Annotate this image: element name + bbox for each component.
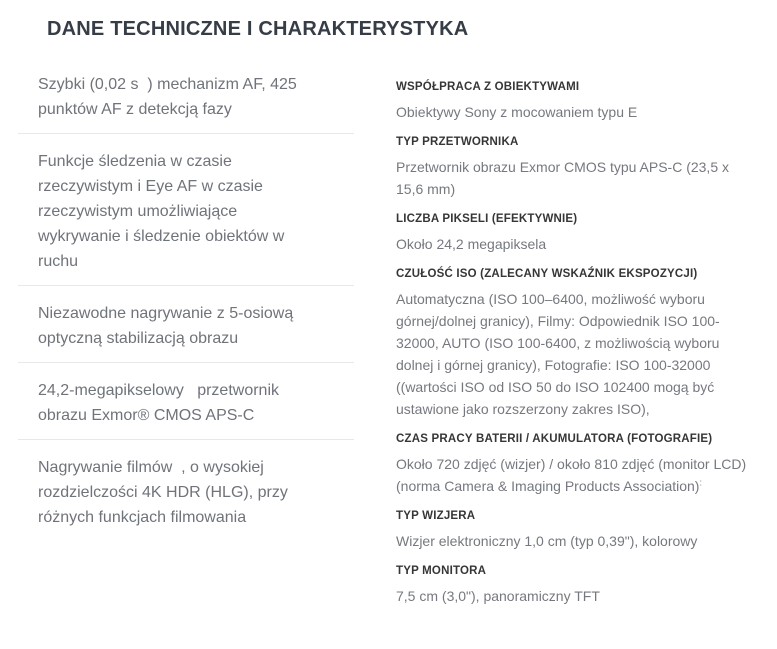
spec-value: Automatyczna (ISO 100–6400, możliwość wyboru górnej/dolnej granicy), Filmy: Odpowiednik ISO 100-32000, AUTO (ISO 100-6400, z możliwością wyboru dolnej i górnej granicy), Fotografie: ISO 100-32000 ((wartości ISO od ISO 50 do ISO 102400 mogą być ustawione jako rozszerzony zakres ISO),: [396, 291, 720, 417]
page-title: DANE TECHNICZNE I CHARAKTERYSTYKA: [47, 18, 469, 40]
spec-value-text: Około 720 zdjęć (wizjer) / około 810 zdjęć (monitor LCD) (norma Camera & Imaging Products Association): [396, 456, 747, 494]
footnote-marker: :: [699, 477, 702, 488]
spec-section: [396, 80, 758, 123]
feature-text: Szybki (0,02 s ) mechanizm AF, 425 punktów AF z detekcją fazy: [38, 76, 297, 118]
spec-label: LICZBA PIKSELI (EFEKTYWNIE): [396, 213, 578, 225]
spec-label: TYP WIZJERA: [396, 510, 476, 522]
spec-label: TYP PRZETWORNIKA: [396, 136, 519, 148]
content-columns: [0, 57, 777, 619]
spec-section: [396, 432, 758, 497]
spec-label: TYP MONITORA: [396, 565, 487, 577]
feature-text: Nagrywanie filmów , o wysokiej rozdzielczości 4K HDR (HLG), przy różnych funkcjach filmowania: [38, 459, 288, 526]
feature-text: Funkcje śledzenia w czasie rzeczywistym i Eye AF w czasie rzeczywistym umożliwiające wykrywanie i śledzenie obiektów w ruchu: [38, 153, 285, 270]
feature-item: [18, 134, 354, 286]
feature-text: 24,2-megapikselowy przetwornik obrazu Exmor® CMOS APS-C: [38, 382, 279, 424]
spec-value: 7,5 cm (3,0"), panoramiczny TFT: [396, 588, 600, 604]
spec-list: [396, 57, 758, 619]
feature-item: [18, 286, 354, 363]
spec-section: [396, 267, 758, 420]
spec-section: [396, 212, 758, 255]
spec-value: Obiektywy Sony z mocowaniem typu E: [396, 104, 638, 120]
spec-label: WSPÓŁPRACA Z OBIEKTYWAMI: [396, 81, 580, 93]
spec-section: [396, 135, 758, 200]
spec-label: CZUŁOŚĆ ISO (ZALECANY WSKAŹNIK EKSPOZYCJI): [396, 268, 698, 280]
spec-value: Wizjer elektroniczny 1,0 cm (typ 0,39"), kolorowy: [396, 533, 698, 549]
feature-list: [18, 57, 354, 541]
feature-item: [18, 363, 354, 440]
feature-text: Niezawodne nagrywanie z 5-osiową optyczną stabilizacją obrazu: [38, 305, 294, 347]
feature-item: [18, 57, 354, 134]
spec-label: CZAS PRACY BATERII / AKUMULATORA (FOTOGRAFIE): [396, 433, 713, 445]
spec-page: [0, 16, 777, 649]
spec-value: Przetwornik obrazu Exmor CMOS typu APS-C (23,5 x 15,6 mm): [396, 159, 729, 197]
spec-section: [396, 564, 758, 607]
spec-section: [396, 509, 758, 552]
spec-value: [396, 453, 752, 497]
feature-item: [18, 440, 354, 541]
spec-value: Około 24,2 megapiksela: [396, 236, 547, 252]
